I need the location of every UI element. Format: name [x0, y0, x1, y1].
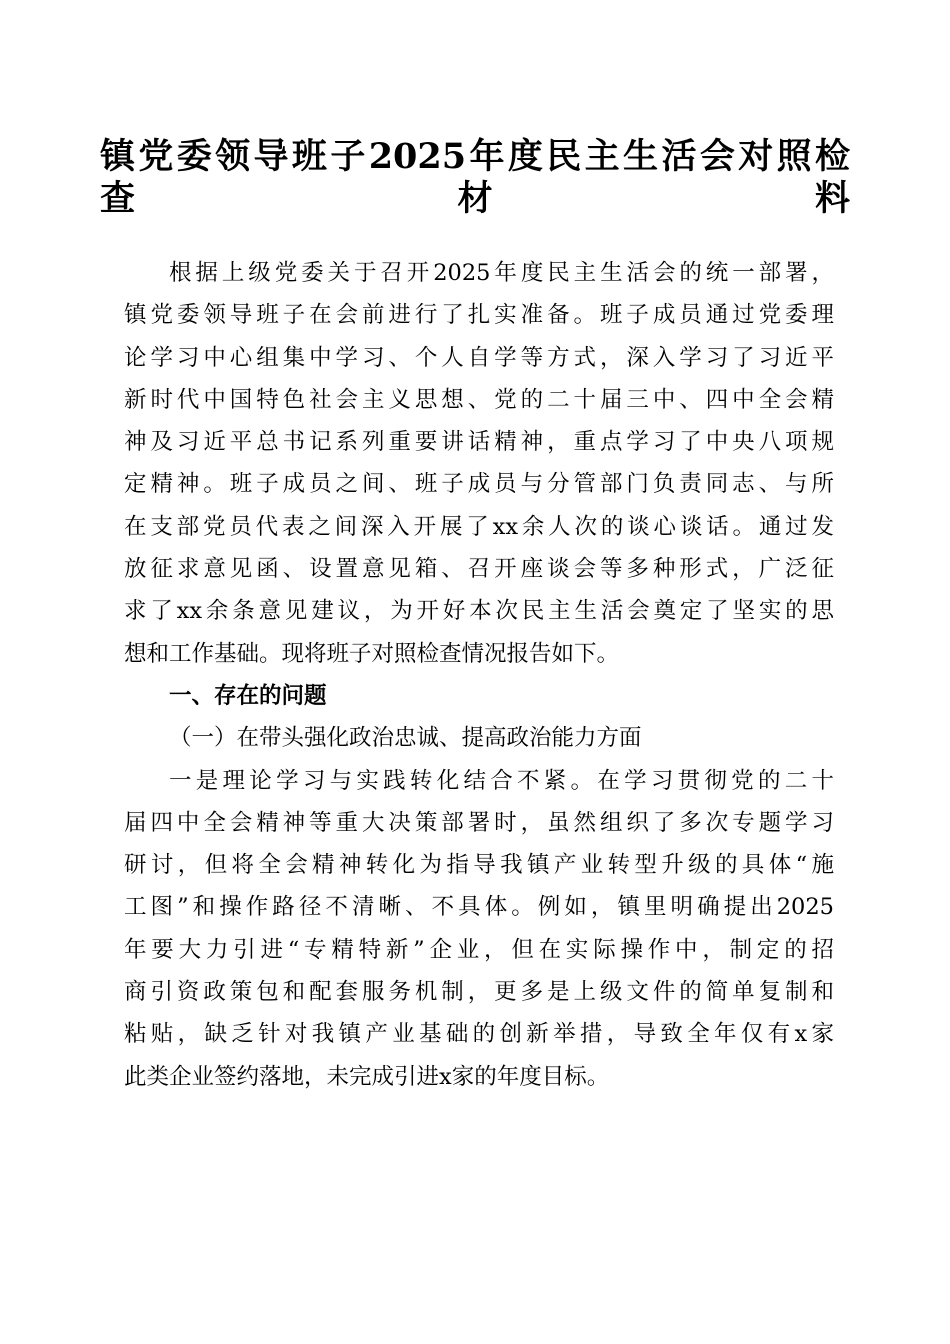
- paragraph-line: 想和工作基础。现将班子对照检查情况报告如下。: [124, 640, 620, 667]
- intro-paragraph: [124, 252, 834, 1098]
- paragraph-line: 研讨，但将全会精神转化为指导我镇产业转型升级的具体“施: [124, 852, 834, 879]
- paragraph-line: 新时代中国特色社会主义思想、党的二十届三中、四中全会精: [124, 386, 834, 413]
- title-line: 镇党委领导班子2025年度民主生活会对照检: [100, 136, 850, 177]
- paragraph-line: 求了xx余条意见建议，为开好本次民主生活会奠定了坚实的思: [124, 598, 834, 625]
- paragraph-line: 镇党委领导班子在会前进行了扎实准备。班子成员通过党委理: [124, 302, 834, 329]
- section-heading: 一、存在的问题: [169, 682, 327, 709]
- paragraph-line: 神及习近平总书记系列重要讲话精神，重点学习了中央八项规: [124, 429, 834, 456]
- paragraph-line: 定精神。班子成员之间、班子成员与分管部门负责同志、与所: [124, 471, 834, 498]
- paragraph-line: 在支部党员代表之间深入开展了xx余人次的谈心谈话。通过发: [124, 513, 834, 540]
- paragraph-line: 年要大力引进“专精特新”企业，但在实际操作中，制定的招: [124, 936, 834, 963]
- title-line: 查材料: [100, 178, 850, 220]
- paragraph-line: 粘贴，缺乏针对我镇产业基础的创新举措，导致全年仅有x家: [124, 1021, 834, 1048]
- paragraph-line: 根据上级党委关于召开2025年度民主生活会的统一部署，: [169, 260, 834, 286]
- paragraph-line: 论学习中心组集中学习、个人自学等方式，深入学习了习近平: [124, 344, 834, 371]
- paragraph-line: 商引资政策包和配套服务机制，更多是上级文件的简单复制和: [124, 979, 834, 1006]
- paragraph-line: 一是理论学习与实践转化结合不紧。在学习贯彻党的二十: [169, 767, 834, 794]
- subsection-heading: （一）在带头强化政治忠诚、提高政治能力方面: [169, 725, 642, 752]
- document-title: [100, 134, 850, 219]
- paragraph-line: 届四中全会精神等重大决策部署时，虽然组织了多次专题学习: [124, 809, 834, 836]
- paragraph-line: 此类企业签约落地，未完成引进x家的年度目标。: [124, 1063, 610, 1090]
- paragraph-line: 放征求意见函、设置意见箱、召开座谈会等多种形式，广泛征: [124, 556, 834, 583]
- paragraph-line: 工图”和操作路径不清晰、不具体。例如，镇里明确提出2025: [124, 894, 834, 921]
